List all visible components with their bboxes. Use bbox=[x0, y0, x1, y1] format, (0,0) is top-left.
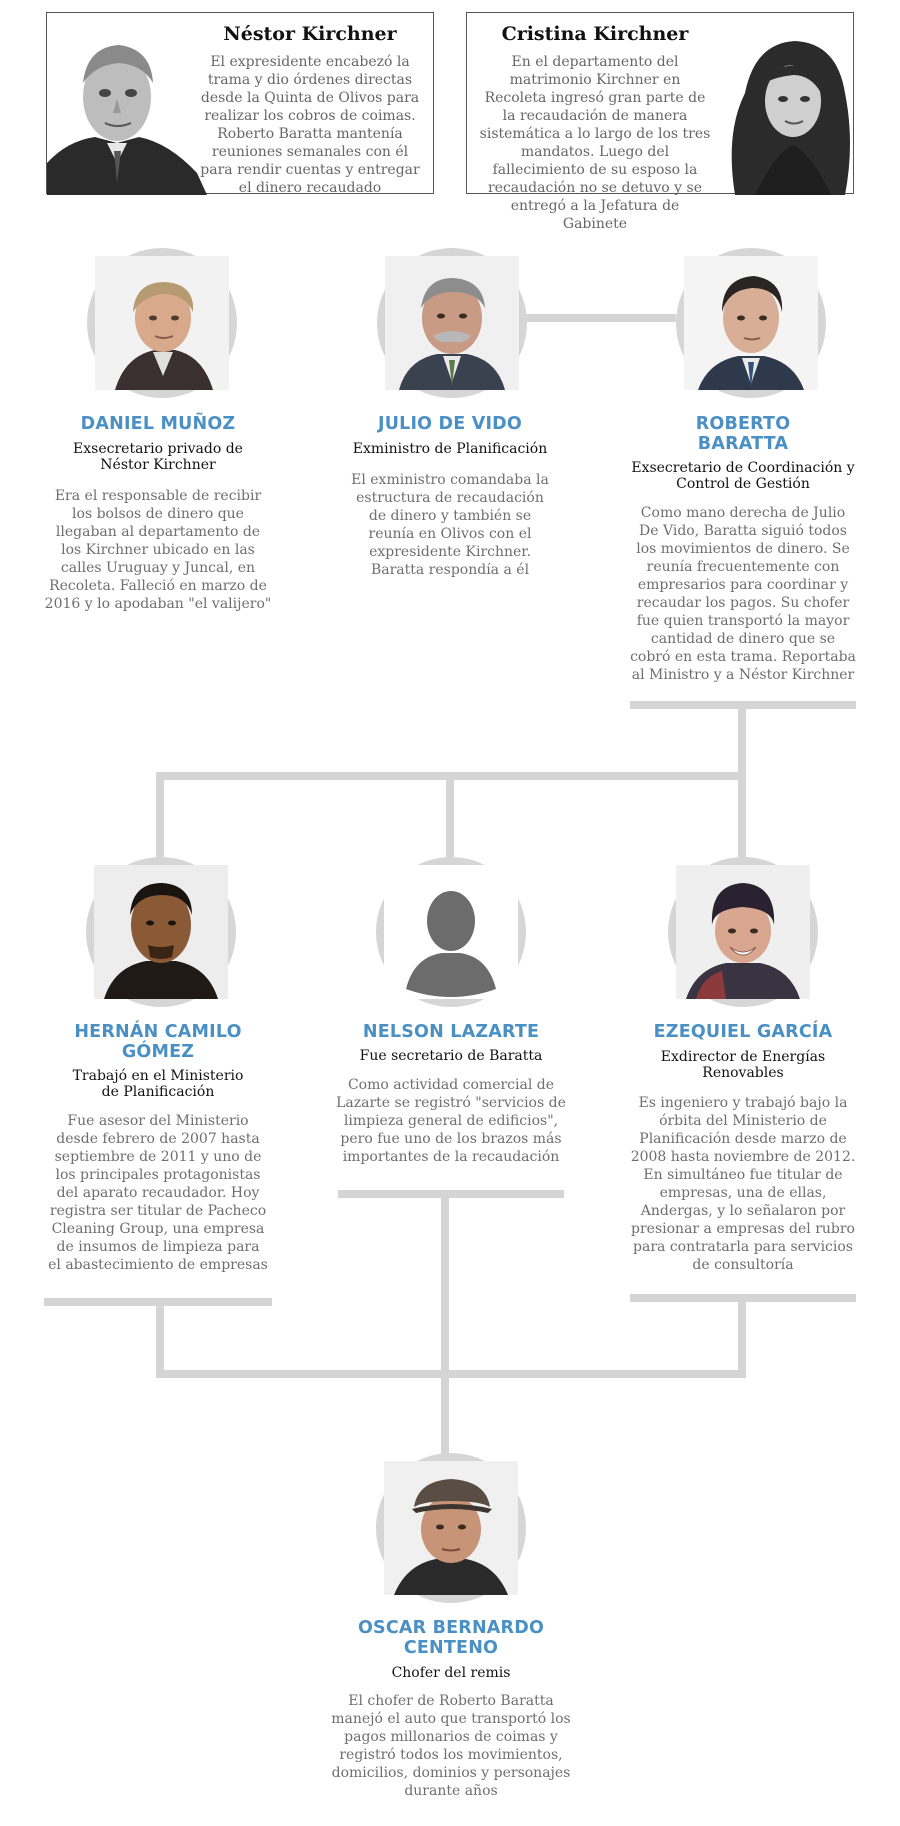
oscar-bernardo-centeno-photo bbox=[376, 1453, 526, 1603]
nestor-kirchner-text: El expresidente encabezó la trama y dio órdenes directas desde la Quinta de Olivos para realizar los cobros de coimas. Roberto Baratta mantenía reuniones semanales con él para rendir cuentas y entregar el dinero recaudado bbox=[200, 54, 420, 196]
roberto-baratta-desc: Como mano derecha de Julio De Vido, Baratta siguió todos los movimientos de dinero. Se reunía frecuentemente con empresarios para coordinar y recaudar los pagos. Su chofer fue quien transportó la mayor cantidad de dinero que se cobró en esta trama. Reportaba al Ministro y a Néstor Kirchner bbox=[630, 505, 856, 683]
connector-baratta-down bbox=[738, 705, 746, 858]
nestor-kirchner-name: Néstor Kirchner bbox=[223, 23, 397, 45]
ezequiel-garcia-desc: Es ingeniero y trabajó bajo la órbita del Ministerio de Planificación desde marzo de 2008 hasta noviembre de 2012. En simultáneo fue titular de empresas, una de ellas, Andergas, y lo señalaron por presionar a empresas del rubro para contratarla para servicios de consultoría bbox=[630, 1095, 856, 1273]
connector-bottom-bar bbox=[156, 1370, 746, 1378]
roberto-baratta-name: ROBERTO BARATTA bbox=[695, 414, 791, 454]
hernan-camilo-gomez-role: Trabajó en el Ministerio de Planificación bbox=[72, 1068, 244, 1100]
daniel-munoz-desc: Era el responsable de recibir los bolsos de dinero que llegaban al departamento de los Kirchner ubicado en las calles Uruguay y Juncal, en Recoleta. Falleció en marzo de 2016 y lo apodaban "el valijero" bbox=[44, 488, 272, 612]
oscar-bernardo-centeno-role: Chofer del remis bbox=[391, 1665, 511, 1681]
julio-de-vido-role: Exministro de Planificación bbox=[352, 441, 548, 457]
hernan-camilo-gomez-name: HERNÁN CAMILO GÓMEZ bbox=[74, 1022, 242, 1062]
nelson-lazarte-desc: Como actividad comercial de Lazarte se registró "servicios de limpieza general de edificios", pero fue uno de los brazos más importantes de la recaudación bbox=[336, 1077, 566, 1165]
cristina-kirchner-box bbox=[466, 12, 854, 232]
oscar-bernardo-centeno-name: OSCAR BERNARDO CENTENO bbox=[357, 1618, 545, 1658]
daniel-munoz-name: DANIEL MUÑOZ bbox=[80, 414, 236, 434]
nestor-kirchner-box bbox=[46, 12, 434, 194]
cristina-kirchner-text: En el departamento del matrimonio Kirchner en Recoleta ingresó gran parte de la recaudación de manera sistemática a lo largo de los tres mandatos. Luego del fallecimiento de su esposo la recaudación no se detuvo y se entregó a la Jefatura de Gabinete bbox=[479, 54, 711, 232]
ezequiel-garcia-role: Exdirector de Energías Renovables bbox=[660, 1049, 826, 1081]
daniel-munoz-role: Exsecretario privado de Néstor Kirchner bbox=[73, 441, 243, 473]
julio-de-vido-name: JULIO DE VIDO bbox=[378, 414, 522, 434]
ezequiel-garcia-name: EZEQUIEL GARCÍA bbox=[653, 1022, 833, 1042]
connector-lazarte-to-centeno bbox=[441, 1194, 449, 1454]
connector-devido-baratta bbox=[516, 314, 676, 322]
oscar-bernardo-centeno-desc: El chofer de Roberto Baratta manejó el auto que transportó los pagos millonarios de coimas y registró todos los movimientos, domicilios, dominios y personajes durante años bbox=[331, 1693, 571, 1799]
connector-gomez-down bbox=[156, 1302, 164, 1376]
ezequiel-garcia-photo bbox=[668, 857, 818, 1007]
nelson-lazarte-role: Fue secretario de Baratta bbox=[359, 1048, 543, 1064]
hernan-camilo-gomez-photo bbox=[86, 857, 236, 1007]
daniel-munoz-photo bbox=[87, 248, 237, 398]
hernan-camilo-gomez-desc: Fue asesor del Ministerio desde febrero de 2007 hasta septiembre de 2011 y uno de los principales protagonistas del aparato recaudador. Hoy registra ser titular de Pacheco Cleaning Group, una empresa de insumos de limpieza para el abastecimiento de empresas bbox=[48, 1113, 268, 1273]
lazarte-underline bbox=[338, 1190, 564, 1198]
cristina-kirchner-photo bbox=[715, 13, 855, 195]
nestor-kirchner-photo bbox=[47, 13, 207, 195]
nelson-lazarte-name: NELSON LAZARTE bbox=[362, 1022, 540, 1042]
connector-to-gomez bbox=[156, 772, 164, 858]
cristina-kirchner-name: Cristina Kirchner bbox=[501, 23, 689, 45]
connector-garcia-down bbox=[738, 1298, 746, 1376]
roberto-baratta-role: Exsecretario de Coordinación y Control de Gestión bbox=[631, 460, 855, 492]
roberto-baratta-photo bbox=[676, 248, 826, 398]
julio-de-vido-photo bbox=[377, 248, 527, 398]
connector-to-lazarte bbox=[446, 772, 454, 858]
julio-de-vido-desc: El exministro comandaba la estructura de recaudación de dinero y también se reunía en Olivos con el expresidente Kirchner. Baratta respondía a él bbox=[351, 472, 549, 578]
nelson-lazarte-photo bbox=[376, 857, 526, 1007]
